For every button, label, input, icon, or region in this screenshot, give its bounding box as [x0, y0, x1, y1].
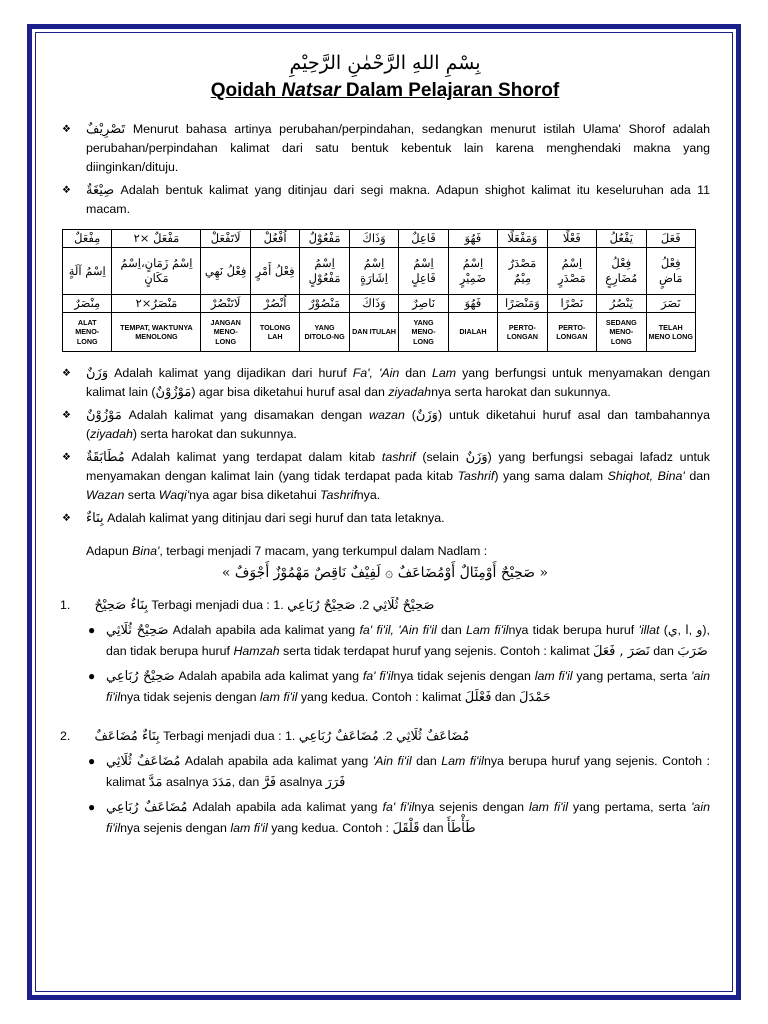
paragraph-wazan: ❖ وَزَنٌ Adalah kalimat yang dijadikan dari huruf Fa', 'Ain dan Lam yang berfungsi untuk menyamakan dengan kalimat lain (مَوْزُوْنٌ) agar bisa diketahui huruf asal dan ziyadahnya serta harokat dan sukunnya. — [62, 366, 711, 400]
table-cell: فِعْلُ أَمْرٍ — [250, 248, 299, 295]
table-cell: وَذَاكَ — [349, 295, 398, 313]
table-cell: اِسْمُ ضَمِيْرٍ — [448, 248, 497, 295]
paragraph-mauzun: ❖ مَوْزُوْنٌ Adalah kalimat yang disamakan dengan wazan (وَزَنٌ) untuk diketahui huruf asal dan tambahannya (ziyadah) serta harokat dan sukunnya. — [62, 408, 710, 441]
table-cell: TOLONG LAH — [250, 313, 299, 352]
table-row-example — [63, 295, 696, 313]
table-cell: اِسْمُ آلَةٍ — [63, 248, 112, 295]
page-title: Qoidah Natsar Dalam Pelajaran Shorof — [210, 80, 560, 101]
table-cell: مِفْعَلٌ — [63, 230, 112, 248]
diamond-bullet-icon: ❖ — [62, 410, 71, 421]
paragraph-tashrif: ❖ تَصْرِيْفٌ Menurut bahasa artinya perubahan/perpindahan, sedangkan menurut istilah Ulama' Shorof adalah perubahan/perpindahan kalimat dari satu bentuk kebentuk lain karena menghendaki makna yang diinginkan/dituju. — [62, 122, 710, 174]
paragraph-bina: ❖ بِنَاءٌ Adalah kalimat yang ditinjau dari segi huruf dan tata letaknya. — [62, 511, 445, 526]
table-cell: فِعْلُ مُضَارِعٍ — [597, 248, 646, 295]
diamond-bullet-icon: ❖ — [62, 185, 71, 196]
table-row-meaning — [63, 313, 696, 352]
table-cell: فَهُوَ — [448, 295, 497, 313]
table-cell: TEMPAT, WAKTUNYA MENOLONG — [112, 313, 201, 352]
table-cell: فَعْلًا — [547, 230, 596, 248]
bullet-dot-icon: ● — [88, 800, 96, 814]
diamond-bullet-icon: ❖ — [62, 452, 71, 463]
table-cell: يَنْصُرُ — [597, 295, 646, 313]
table-row-names — [63, 248, 696, 295]
table-cell: لَاتَفْعَلْ — [201, 230, 250, 248]
table-cell: وَمَفْعَلًا — [498, 230, 547, 248]
table-cell: اِسْمُ اِشَارَةٍ — [349, 248, 398, 295]
table-cell: SEDANG MENO-LONG — [597, 313, 646, 352]
table-cell: مَصْدَرٌ مِيْمٌ — [498, 248, 547, 295]
shahih-rubai: ● صَحِيْحٌ رُبَاعِي Adalah apabila ada kalimat yang fa' fi'ilnya tidak sejenis dengan lam fi'il yang pertama, serta 'ain fi'ilnya tidak sejenis dengan lam fi'il yang kedua. Contoh : kalimat فَعْلَلَ dan حَمْدَلَ — [60, 666, 710, 708]
table-cell: فَهُوَ — [448, 230, 497, 248]
nadlam-verse: « صَحِيْحٌ أَوْمِثَالٌ أَوْمُضَاعَفٌ ۞ لَفِيْفٌ نَاقِصٌ مَهْمُوْزٌ أَجْوَفٌ » — [221, 565, 549, 581]
table-cell: مَفْعَلٌ ×٢ — [112, 230, 201, 248]
section-shahih: 1. بِنَاءٌ صَحِيْحٌ Terbagi menjadi dua : 1. صَحِيْحٌ ثُلَاثِي 2. صَحِيْحٌ رُبَاعِي — [60, 598, 435, 613]
table-cell: اُفْعُلْ — [250, 230, 299, 248]
table-cell: مَفْعُوْلٌ — [300, 230, 349, 248]
diamond-bullet-icon: ❖ — [62, 124, 71, 135]
bullet-dot-icon: ● — [88, 669, 96, 683]
table-cell: مَنْصُوْرٌ — [300, 295, 349, 313]
paragraph-shighot: ❖ صِيْغَةٌ Adalah bentuk kalimat yang ditinjau dari segi makna. Adapun shighot kalimat itu keseluruhan ada 11 macam. — [62, 183, 710, 216]
table-cell: نَصْرًا — [547, 295, 596, 313]
table-cell: اِسْمُ زَمَانٍ،اِسْمُ مَكَانٍ — [112, 248, 201, 295]
basmala: بِسْمِ اللهِ الرَّحْمٰنِ الرَّحِيْمِ — [289, 52, 481, 74]
bullet-dot-icon: ● — [88, 754, 96, 768]
tashrif-table — [62, 229, 696, 352]
table-cell: JANGAN MENO-LONG — [201, 313, 250, 352]
table-cell: مِنْصَرٌ — [63, 295, 112, 313]
table-cell: ALAT MENO-LONG — [63, 313, 112, 352]
table-cell: اُنْصُرْ — [250, 295, 299, 313]
table-cell: DAN ITULAH — [349, 313, 398, 352]
mudhoaf-tsulatsi: ● مُضَاعَفٌ ثُلَاثِي Adalah apabila ada kalimat yang 'Ain fi'il dan Lam fi'ilnya berupa huruf yang sejenis. Contoh : kalimat مَدَّ asalnya مَدَدَ, dan فَرَّ asalnya فَرَرَ — [60, 751, 710, 793]
table-cell: فَعَلَ — [646, 230, 695, 248]
mudhoaf-rubai: ● مُضَاعَفٌ رُبَاعِي Adalah apabila ada kalimat yang fa' fi'ilnya sejenis dengan lam fi'il yang pertama, serta 'ain fi'ilnya sejenis dengan lam fi'il yang kedua. Contoh : قَلْقَلَ dan طَأْطَأَ — [60, 797, 710, 839]
table-cell: فِعْلُ نَهِي — [201, 248, 250, 295]
table-cell: PERTO-LONGAN — [498, 313, 547, 352]
table-row-wazan — [63, 230, 696, 248]
table-cell: نَصَرَ — [646, 295, 695, 313]
table-cell: اِسْمُ فَاعِلٍ — [399, 248, 448, 295]
table-cell: وَذَاكَ — [349, 230, 398, 248]
table-cell: يَفْعُلُ — [597, 230, 646, 248]
table-cell: فِعْلُ مَاضٍ — [646, 248, 695, 295]
table-cell: وَمَنْصَرًا — [498, 295, 547, 313]
table-cell: YANG DITOLO-NG — [300, 313, 349, 352]
shahih-tsulatsi: ● صَحِيْحٌ ثُلَاثِي Adalah apabila ada kalimat yang fa' fi'il, 'Ain fi'il dan Lam fi'ilnya tidak berupa huruf 'illat (و ,ا ,ي), dan tidak berupa huruf Hamzah serta tidak terdapat huruf yang sejenis. Contoh : kalimat نَصَرَ , فَعَلَ dan ضَرَبَ — [60, 620, 710, 662]
bullet-dot-icon: ● — [88, 623, 96, 637]
bina-intro: Adapun Bina', terbagi menjadi 7 macam, yang terkumpul dalam Nadlam : — [86, 544, 488, 558]
table-cell: اِسْمُ مَفْعُوْلٍ — [300, 248, 349, 295]
table-cell: TELAH MENO LONG — [646, 313, 695, 352]
paragraph-muthobaqoh: ❖ مُطَابَقَةٌ Adalah kalimat yang terdapat dalam kitab tashrif (selain وَزَنٌ) yang berfungsi sebagai lafadz untuk menyamakan dengan kalimat lain (yang tidak terdapat pada kitab Tashrif) yang sama dalam Shiqhot, Bina' dan Wazan serta Waqi'nya agar bisa diketahui Tashrifnya. — [62, 450, 710, 502]
table-cell: اِسْمُ مَصْدَرٍ — [547, 248, 596, 295]
document-page — [60, 46, 710, 843]
diamond-bullet-icon: ❖ — [62, 513, 71, 524]
table-cell: لَاتَنْصُرْ — [201, 295, 250, 313]
table-cell: DIALAH — [448, 313, 497, 352]
diamond-bullet-icon: ❖ — [62, 368, 71, 379]
table-cell: مَنْصَرٌ×٢ — [112, 295, 201, 313]
table-cell: YANG MENO-LONG — [399, 313, 448, 352]
table-cell: فَاعِلٌ — [399, 230, 448, 248]
table-cell: PERTO-LONGAN — [547, 313, 596, 352]
table-cell: نَاصِرٌ — [399, 295, 448, 313]
section-mudhoaf: 2. بِنَاءٌ مُضَاعَفٌ Terbagi menjadi dua : 1. مُضَاعَفٌ ثُلَاثِي 2. مُضَاعَفٌ رُبَاعِي — [60, 729, 470, 744]
